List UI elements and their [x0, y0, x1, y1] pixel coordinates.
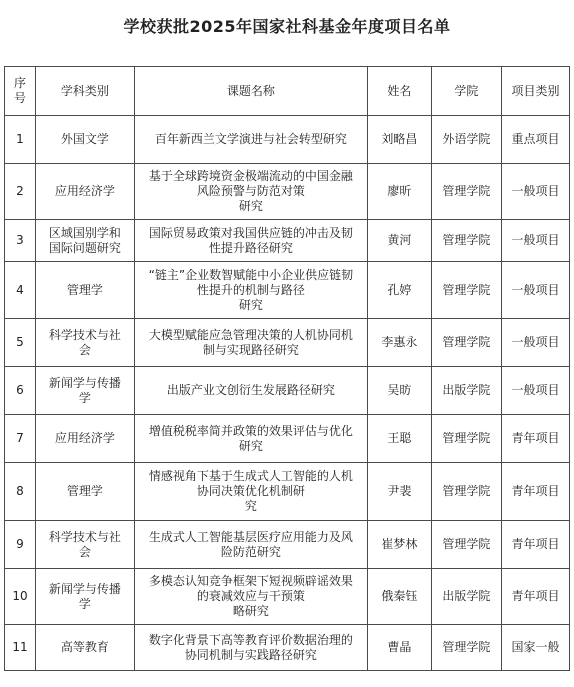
cell-name: 俄秦钰: [367, 569, 431, 625]
cell-topic: [134, 415, 367, 463]
cell-college: 外语学院: [431, 116, 501, 164]
cell-name: 尹裴: [367, 463, 431, 521]
topic-line: 国际贸易政策对我国供应链的冲击及韧: [148, 225, 353, 240]
cell-subject: 科学技术与社 会: [35, 521, 134, 569]
table-row: [5, 569, 570, 625]
cell-name: 孔婷: [367, 262, 431, 319]
cell-subject: 外国文学: [35, 116, 134, 164]
cell-no: 6: [5, 367, 36, 415]
cell-no: 7: [5, 415, 36, 463]
topic-line: 数字化背景下高等教育评价数据治理的: [148, 632, 353, 647]
header-name: 姓名: [367, 67, 431, 116]
cell-name: 李惠永: [367, 319, 431, 367]
topic-line: 协同决策优化机制研: [196, 484, 305, 498]
cell-category: 一般项目: [501, 367, 569, 415]
cell-college: 管理学院: [431, 164, 501, 220]
header-topic: 课题名称: [134, 67, 367, 116]
cell-no: 2: [5, 164, 36, 220]
table-row: [5, 367, 570, 415]
cell-no: 1: [5, 116, 36, 164]
project-list-table: [4, 66, 570, 671]
topic-line: 的衰减效应与干预策: [196, 589, 305, 603]
table-row: [5, 463, 570, 521]
topic-line: 性提升的机制与路径: [196, 282, 305, 297]
cell-subject: 管理学: [35, 463, 134, 521]
cell-no: 11: [5, 625, 36, 671]
cell-name: 王聪: [367, 415, 431, 463]
cell-college: 出版学院: [431, 569, 501, 625]
topic-line: 研究: [238, 199, 263, 213]
cell-topic: [134, 569, 367, 625]
cell-category: 重点项目: [501, 116, 569, 164]
cell-subject: 新闻学与传播 学: [35, 367, 134, 415]
cell-category: 青年项目: [501, 521, 569, 569]
cell-category: 一般项目: [501, 262, 569, 319]
topic-line: 性提升路径研究: [208, 240, 293, 255]
table-row: [5, 262, 570, 319]
topic-line: 研究: [238, 297, 263, 312]
table-row: [5, 220, 570, 262]
cell-no: 4: [5, 262, 36, 319]
header-college: 学院: [431, 67, 501, 116]
cell-subject: 科学技术与社 会: [35, 319, 134, 367]
cell-name: 廖昕: [367, 164, 431, 220]
cell-category: 一般项目: [501, 220, 569, 262]
cell-subject: 管理学: [35, 262, 134, 319]
cell-subject: 区域国别学和 国际问题研究: [35, 220, 134, 262]
topic-line: 略研究: [232, 604, 269, 618]
topic-line: 百年新西兰文学演进与社会转型研究: [154, 132, 347, 146]
topic-line: 基于全球跨境资金极端流动的中国金融: [148, 169, 353, 183]
table-row: [5, 625, 570, 671]
cell-college: 管理学院: [431, 463, 501, 521]
header-subject: 学科类别: [35, 67, 134, 116]
table-row: [5, 521, 570, 569]
cell-no: 9: [5, 521, 36, 569]
topic-line: 制与实现路径研究: [202, 342, 299, 357]
cell-category: 国家一般: [501, 625, 569, 671]
cell-category: 一般项目: [501, 164, 569, 220]
cell-topic: [134, 521, 367, 569]
cell-name: 黄河: [367, 220, 431, 262]
cell-no: 3: [5, 220, 36, 262]
cell-college: 管理学院: [431, 220, 501, 262]
cell-topic: [134, 220, 367, 262]
cell-subject: 新闻学与传播 学: [35, 569, 134, 625]
cell-name: 曹晶: [367, 625, 431, 671]
table-header-row: [5, 67, 570, 116]
header-no: 序 号: [5, 67, 36, 116]
cell-college: 出版学院: [431, 367, 501, 415]
cell-category: 一般项目: [501, 319, 569, 367]
table-row: [5, 319, 570, 367]
cell-college: 管理学院: [431, 415, 501, 463]
topic-line: 多模态认知竞争框架下短视频辟谣效果: [148, 574, 353, 588]
cell-topic: [134, 319, 367, 367]
topic-line: 情感视角下基于生成式人工智能的人机: [148, 469, 353, 483]
cell-college: 管理学院: [431, 262, 501, 319]
cell-no: 5: [5, 319, 36, 367]
cell-category: 青年项目: [501, 415, 569, 463]
topic-line: 大模型赋能应急管理决策的人机协同机: [148, 327, 353, 342]
cell-category: 青年项目: [501, 463, 569, 521]
cell-no: 10: [5, 569, 36, 625]
cell-name: 吴昉: [367, 367, 431, 415]
cell-subject: 应用经济学: [35, 164, 134, 220]
topic-line: 研究: [238, 438, 263, 453]
cell-topic: [134, 116, 367, 164]
cell-category: 青年项目: [501, 569, 569, 625]
topic-line: 风险预警与防范对策: [196, 184, 305, 198]
topic-line: “链主”企业数智赋能中小企业供应链韧: [148, 267, 354, 282]
cell-name: 刘略昌: [367, 116, 431, 164]
topic-line: 增值税税率简并政策的效果评估与优化: [148, 423, 353, 438]
cell-topic: [134, 262, 367, 319]
topic-line: 出版产业文创衍生发展路径研究: [166, 383, 335, 397]
page-title: 学校获批2025年国家社科基金年度项目名单: [123, 17, 451, 36]
topic-line: 生成式人工智能基层医疗应用能力及风: [148, 529, 353, 544]
cell-topic: [134, 367, 367, 415]
cell-college: 管理学院: [431, 625, 501, 671]
cell-topic: [134, 463, 367, 521]
table-row: [5, 415, 570, 463]
cell-college: 管理学院: [431, 521, 501, 569]
cell-no: 8: [5, 463, 36, 521]
topic-line: 协同机制与实践路径研究: [184, 647, 317, 662]
topic-line: 险防范研究: [220, 544, 281, 559]
cell-college: 管理学院: [431, 319, 501, 367]
cell-topic: [134, 164, 367, 220]
table-row: [5, 164, 570, 220]
cell-name: 崔梦林: [367, 521, 431, 569]
cell-subject: 高等教育: [35, 625, 134, 671]
table-row: [5, 116, 570, 164]
cell-subject: 应用经济学: [35, 415, 134, 463]
header-category: 项目类别: [501, 67, 569, 116]
cell-topic: [134, 625, 367, 671]
topic-line: 究: [244, 499, 257, 513]
